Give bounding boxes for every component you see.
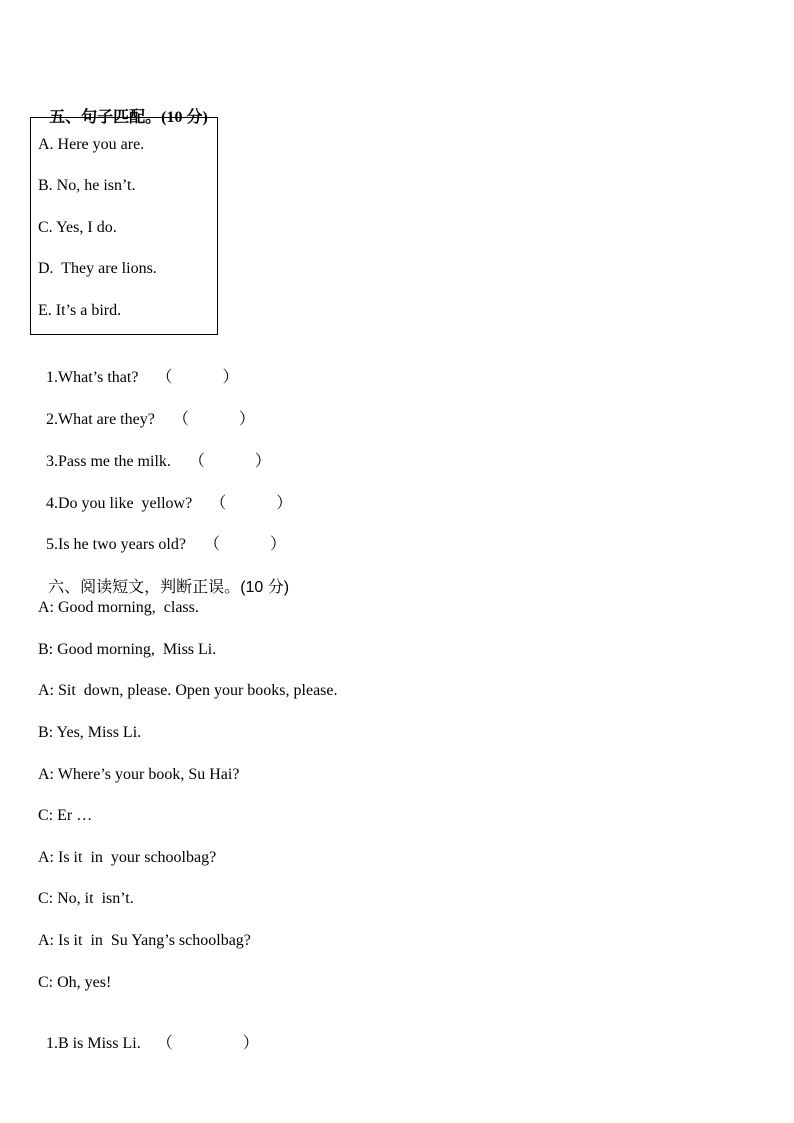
question-3 — [38, 432, 271, 472]
question-2-close-paren: ） — [238, 411, 255, 428]
dialogue-line: A: Where’s your book, Su Hai? — [38, 766, 240, 783]
question-5 — [38, 515, 286, 555]
question-2-text: 2.What are they? — [46, 411, 155, 428]
dialogue-line: A: Is it in Su Yang’s schoolbag? — [38, 932, 251, 949]
judgement-question-1 — [38, 1014, 259, 1054]
judgement-question-1-open-paren: （ — [156, 1035, 173, 1052]
option-a: A. Here you are. — [38, 136, 145, 153]
dialogue-line: C: Er … — [38, 807, 93, 824]
section6-heading — [38, 557, 289, 598]
dialogue-line: B: Yes, Miss Li. — [38, 724, 142, 741]
question-3-open-paren: （ — [188, 453, 205, 470]
question-5-close-paren: ） — [269, 536, 286, 553]
question-1 — [38, 348, 238, 388]
section5-score: (10 分) — [161, 109, 208, 126]
question-1-text: 1.What’s that? — [46, 369, 139, 386]
option-c: C. Yes, I do. — [38, 219, 117, 236]
question-4-text: 4.Do you like yellow? — [46, 495, 193, 512]
judgement-question-1-close-paren: ） — [242, 1035, 259, 1052]
question-1-close-paren: ） — [222, 369, 239, 386]
dialogue-line: C: No, it isn’t. — [38, 890, 134, 907]
section6-title: 六、阅读短文，判断正误。 — [48, 577, 241, 596]
question-4 — [38, 474, 292, 514]
section6-score: (10 分) — [240, 579, 290, 596]
option-e: E. It’s a bird. — [38, 302, 122, 319]
dialogue-line: A: Is it in your schoolbag? — [38, 849, 217, 866]
question-1-open-paren: （ — [156, 369, 173, 386]
question-5-open-paren: （ — [203, 536, 220, 553]
dialogue-line: B: Good morning, Miss Li. — [38, 641, 217, 658]
question-3-close-paren: ） — [254, 453, 271, 470]
option-d: D. They are lions. — [38, 260, 157, 277]
question-3-text: 3.Pass me the milk. — [46, 453, 171, 470]
dialogue-line: A: Good morning, class. — [38, 599, 199, 616]
question-2 — [38, 390, 255, 430]
section5-title: 五、句子匹配。 — [49, 107, 162, 126]
question-4-close-paren: ） — [276, 495, 293, 512]
question-5-text: 5.Is he two years old? — [46, 536, 186, 553]
dialogue-line: C: Oh, yes! — [38, 974, 112, 991]
question-2-open-paren: （ — [172, 411, 189, 428]
dialogue-line: A: Sit down, please. Open your books, please. — [38, 682, 338, 699]
question-4-open-paren: （ — [210, 495, 227, 512]
judgement-question-1-text: 1.B is Miss Li. — [46, 1035, 141, 1052]
option-b: B. No, he isn’t. — [38, 177, 136, 194]
